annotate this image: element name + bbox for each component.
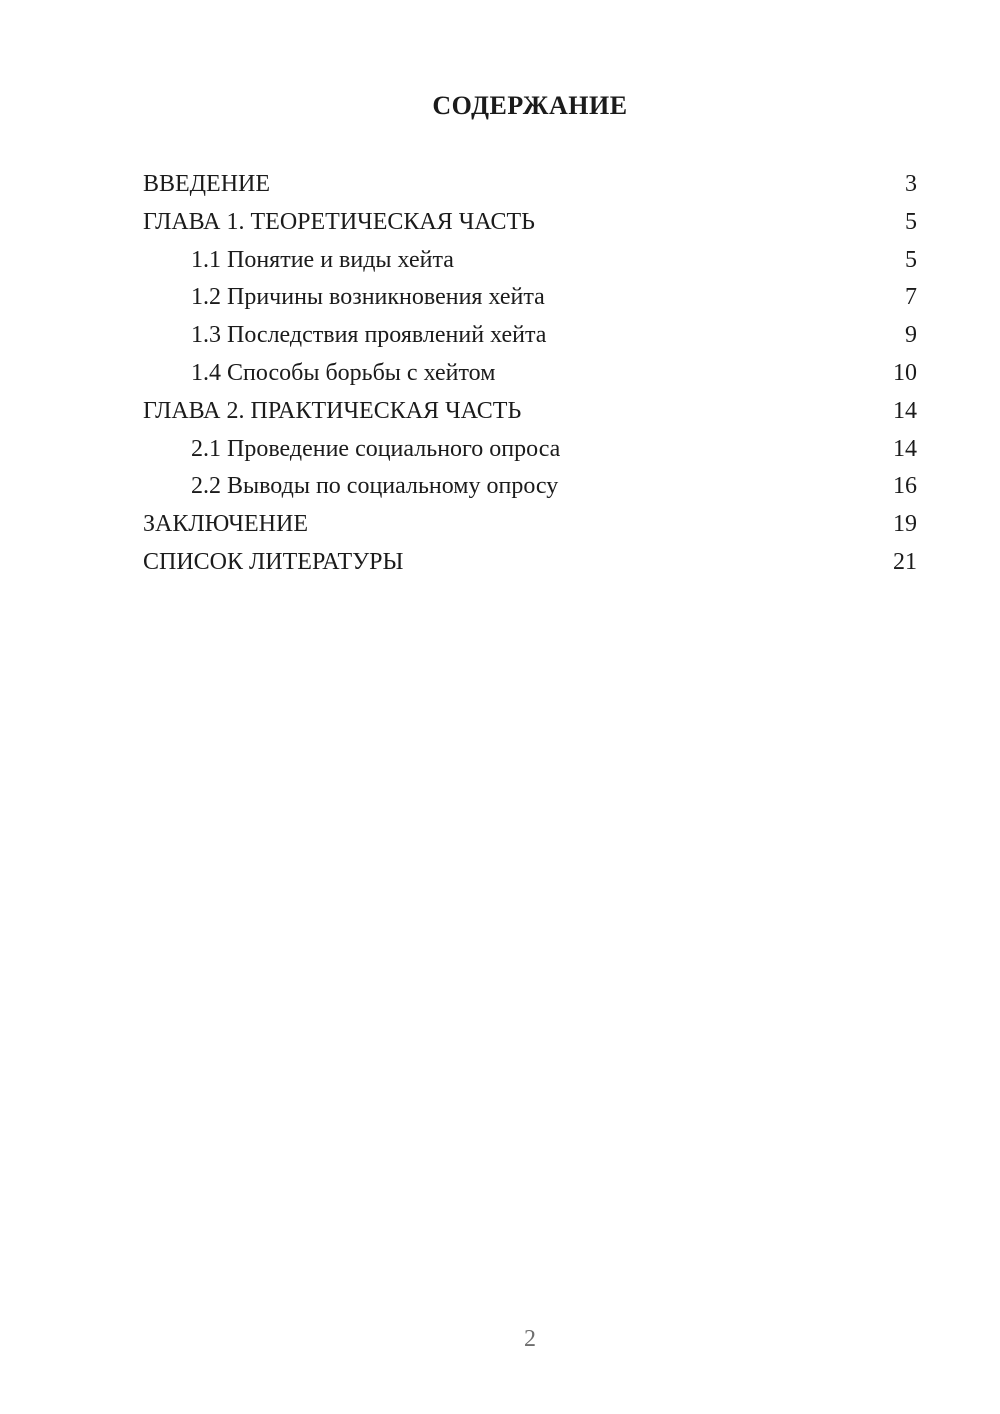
toc-entry[interactable] xyxy=(143,393,917,431)
toc-entry-label: 2.1 Проведение социального опроса xyxy=(191,435,561,462)
toc-entry-label: 1.1 Понятие и виды хейта xyxy=(191,246,454,273)
toc-entry-page: 16 xyxy=(893,473,917,500)
toc-entry[interactable] xyxy=(143,355,917,393)
toc-entry-label: ВВЕДЕНИЕ xyxy=(143,171,271,197)
toc-entry[interactable] xyxy=(143,317,917,355)
toc-entry-label: ГЛАВА 1. ТЕОРЕТИЧЕСКАЯ ЧАСТЬ xyxy=(143,208,535,235)
toc-entry[interactable] xyxy=(143,166,917,204)
toc-entry[interactable] xyxy=(143,468,917,506)
toc-entry-label: ЗАКЛЮЧЕНИЕ xyxy=(143,511,308,538)
toc-entry-label: 1.3 Последствия проявлений хейта xyxy=(191,322,547,349)
toc-entry[interactable] xyxy=(143,544,917,582)
toc-entry-page: 5 xyxy=(905,246,917,273)
toc-entry[interactable] xyxy=(143,242,917,280)
page-number: 2 xyxy=(524,1326,536,1352)
toc-entry-label: ГЛАВА 2. ПРАКТИЧЕСКАЯ ЧАСТЬ xyxy=(143,397,522,424)
toc-entry-page: 14 xyxy=(893,435,917,462)
toc-entry-label: 1.2 Причины возникновения хейта xyxy=(191,284,545,311)
toc-entry-page: 21 xyxy=(893,548,917,575)
toc-entry[interactable] xyxy=(143,204,917,242)
toc-entry-page: 19 xyxy=(893,511,917,538)
toc-entry[interactable] xyxy=(143,279,917,317)
toc-entry-label: СПИСОК ЛИТЕРАТУРЫ xyxy=(143,548,404,575)
table-of-contents xyxy=(143,166,917,582)
toc-entry-page: 3 xyxy=(905,171,917,197)
toc-entry-label: 2.2 Выводы по социальному опросу xyxy=(191,473,559,500)
toc-entry-page: 7 xyxy=(905,284,917,311)
toc-entry[interactable] xyxy=(143,506,917,544)
toc-entry-page: 5 xyxy=(905,208,917,235)
toc-entry[interactable] xyxy=(143,431,917,469)
toc-entry-page: 10 xyxy=(893,359,917,386)
toc-entry-label: 1.4 Способы борьбы с хейтом xyxy=(191,359,496,386)
toc-entry-page: 9 xyxy=(905,322,917,349)
page-title: СОДЕРЖАНИЕ xyxy=(432,91,628,120)
toc-entry-page: 14 xyxy=(893,397,917,424)
